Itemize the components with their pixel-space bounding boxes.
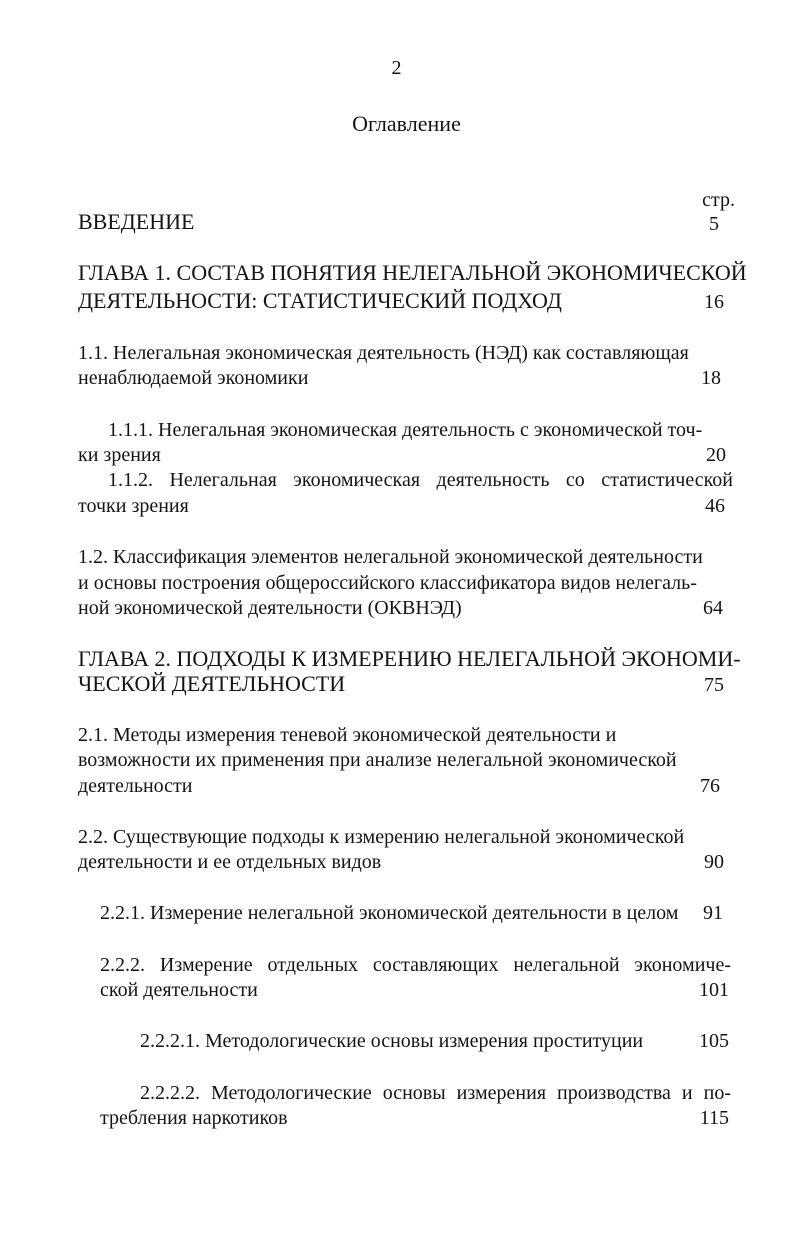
toc-entry-title-line: 2.2.2.2. Методологические основы измерения производства и по- [140,1082,731,1104]
toc-entry-page: 18 [701,367,721,389]
toc-entry-title-line: 1.1. Нелегальная экономическая деятельность (НЭД) как составляющая [78,342,689,364]
page-number: 2 [391,57,402,79]
toc-entry-title-line: ГЛАВА 2. ПОДХОДЫ К ИЗМЕРЕНИЮ НЕЛЕГАЛЬНОЙ ЭКОНОМИ- [78,646,741,671]
toc-entry-title-line: возможности их применения при анализе нелегальной экономической [78,749,677,771]
toc-entry-title-line: и основы построения общероссийского классификатора видов нелегаль- [78,572,697,594]
toc-entry-title-line: точки зрения [78,495,189,517]
toc-entry-title-line: ной экономической деятельности (ОКВНЭД) [78,597,462,619]
toc-entry-page: 16 [704,291,724,313]
toc-entry-title-line: 1.1.2. Нелегальная экономическая деятельность со статистической [108,469,733,491]
toc-entry-page: 115 [699,1107,729,1129]
toc-entry-page: 76 [700,775,720,797]
toc-entry-title-line: требления наркотиков [100,1107,288,1129]
toc-entry-page: 5 [709,213,719,235]
toc-entry-title-line: деятельности и ее отдельных видов [78,851,382,873]
toc-entry-page: 90 [704,851,724,873]
toc-entry-page: 46 [705,495,725,517]
toc-entry-title-line: ЧЕСКОЙ ДЕЯТЕЛЬНОСТИ [78,671,346,696]
toc-entry-title-line: 2.2.1. Измерение нелегальной экономической деятельности в целом [100,902,679,924]
page-column-label: стр. [702,189,735,211]
toc-entry-page: 64 [703,597,723,619]
toc-entry-title-line: 2.2. Существующие подходы к измерению нелегальной экономической [78,826,685,848]
toc-entry-title-line: деятельности [78,775,193,797]
toc-entry-title-line: ГЛАВА 1. СОСТАВ ПОНЯТИЯ НЕЛЕГАЛЬНОЙ ЭКОНОМИЧЕСКОЙ [78,260,747,285]
toc-entry-title-line: 1.1.1. Нелегальная экономическая деятельность с экономической точ- [108,419,703,441]
toc-entry-title: ВВЕДЕНИЕ [78,209,195,234]
toc-entry-title-line: ки зрения [78,444,161,466]
toc-entry-page: 75 [704,674,724,696]
toc-entry-title-line: 2.2.2. Измерение отдельных составляющих нелегальной экономиче- [100,954,731,976]
toc-entry-title-line: ской деятельности [100,979,258,1001]
toc-entry-title-line: 2.1. Методы измерения теневой экономической деятельности и [78,724,617,746]
toc-entry-title-line: 1.2. Классификация элементов нелегальной экономической деятельности [78,546,703,568]
toc-entry-page: 105 [699,1030,729,1052]
toc-entry-page: 91 [703,902,723,924]
toc-entry-page: 20 [706,444,726,466]
toc-entry-title-line: ненаблюдаемой экономики [78,367,309,389]
page-title: Оглавление [352,111,461,136]
toc-entry-title-line: 2.2.2.1. Методологические основы измерения проституции [140,1030,644,1052]
toc-entry-title-line: ДЕЯТЕЛЬНОСТИ: СТАТИСТИЧЕСКИЙ ПОДХОД [78,288,562,313]
toc-entry-page: 101 [699,979,729,1001]
